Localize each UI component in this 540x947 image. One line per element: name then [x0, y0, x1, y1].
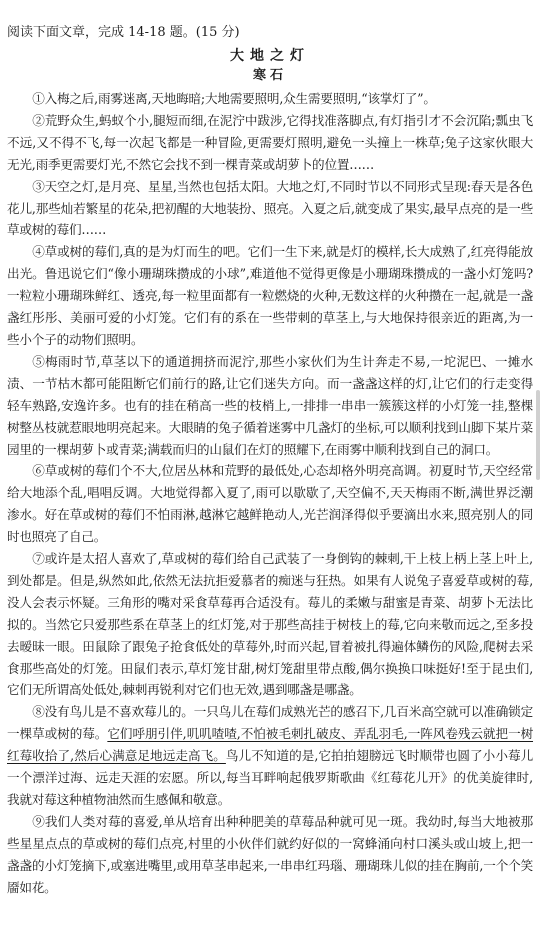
paragraph-8 — [7, 701, 533, 811]
question-intro: 阅读下面文章，完成 14-18 题。(15 分) — [7, 25, 240, 40]
paragraph-5: ⑤梅雨时节,草茎以下的通道拥挤而泥泞,那些小家伙们为生计奔走不易,一坨泥巴、一摊水渍、一节枯木都可能阻断它们前行的路,让它们迷失方向。而一盏盏这样的灯,让它们的行走变得轻车熟路,安逸许多。也有的挂在稍高一些的枝梢上,一排排一串串一簇簇这样的小灯笼一挂,整棵树整丛枝就惹眼地明亮起来。大眼睛的兔子循着迷雾中几盏灯的坐标,可以顺利找到山脚下某片菜园里的一棵胡萝卜或青菜;满载而归的山鼠们在灯的照耀下,在雨雾中顺利找到自己的洞口。 — [7, 353, 533, 457]
article-author: 寒石 — [252, 68, 287, 83]
paragraph-2: ②荒野众生,蚂蚁个小,腿短而细,在泥泞中跋涉,它得找准落脚点,有灯指引才不会沉陷;瓢虫飞不远,又不得不飞,每一次起飞都是一种冒险,更需要灯照明,避免一头撞上一株草;兔子这家伙眼大无光,雨季更需要灯光,不然它会找不到一棵青菜或胡萝卜的位置…… — [7, 112, 533, 172]
paragraph-4: ④草或树的莓们,真的是为灯而生的吧。它们一生下来,就是灯的模样,长大成熟了,红亮得能放出光。鲁迅说它们“像小珊瑚珠攒成的小球”,难道他不觉得更像是小珊瑚珠攒成的一盏小灯笼吗?一粒粒小珊瑚珠鲜红、透亮,每一粒里面都有一粒燃烧的火种,无数这样的火种攒在一起,就是一盏盏红彤彤、美丽可爱的小灯笼。它们有的系在一些带刺的草茎上,与大地保持很亲近的距离,为一些小个子的动物们照明。 — [7, 244, 533, 347]
paragraph-1: ①入梅之后,雨雾迷离,天地晦暗;大地需要照明,众生需要照明,“该掌灯了”。 — [32, 91, 436, 106]
paragraph-6: ⑥草或树的莓们个不大,位居丛林和荒野的最低处,心态却格外明亮高调。初夏时节,天空经常给大地添个乱,唱唱反调。大地觉得都入夏了,雨可以歇歇了,天空偏不,天天梅雨不断,满世界泛潮渗水。好在草或树的莓们不怕雨淋,越淋它越鲜艳动人,光芒润泽得似乎要滴出水来,照亮别人的同时也照亮了自己。 — [7, 463, 533, 545]
paragraph-7: ⑦或许是太招人喜欢了,草或树的莓们给自己武装了一身倒钩的棘刺,干上枝上柄上茎上叶上,到处都是。但是,纵然如此,依然无法抗拒爱慕者的痴迷与狂热。如果有人说兔子喜爱草或树的莓,没人会表示怀疑。三角形的嘴对采食草莓再合适没有。莓儿的柔嫩与甜蜜是青菜、胡萝卜无法比拟的。当然它只爱那些系在草茎上的红灯笼,对于那些高挂于树枝上的莓,它向来敬而远之,至多投去暧昧一眼。田鼠除了跟兔子抢食低处的草莓外,时而兴起,冒着被扎得遍体鳞伤的风险,爬树去采食那些高处的灯笼。田鼠们表示,草灯笼甘甜,树灯笼甜里带点酸,偶尔换换口味挺好!至于昆虫们,它们无所谓高处低处,棘刺再锐利对它们也无效,遇到哪盏是哪盏。 — [7, 551, 533, 698]
scrollbar[interactable] — [536, 390, 540, 480]
paragraph-8-lead: ⑧没有鸟儿是不喜欢莓儿的。一只鸟儿在莓们成熟光芒的感召下,几百米高空就可以准确锁定一棵草或树的莓。 — [7, 704, 533, 742]
paragraph-9: ⑨我们人类对莓的喜爱,单从培育出种种肥美的草莓品种就可见一斑。我幼时,每当大地被那些星星点点的草或树的莓们点亮,村里的小伙伴们就约好似的一窝蜂涌向村口溪头或山坡上,把一盏盏的小灯笼摘下,或塞进嘴里,或用草茎串起来,一串串红玛瑙、珊瑚珠儿似的挂在胸前,一个个笑靥如花。 — [7, 813, 533, 895]
article-title: 大地之灯 — [230, 48, 310, 64]
underlined-sentence: 它们呼朋引伴,叽叽喳喳,不怕被毛刺扎破皮、弄乱羽毛,一阵风卷残云就把一树红莓收拾了,然后心满意足地远走高飞。 — [7, 726, 534, 764]
paragraph-3: ③天空之灯,是月亮、星星,当然也包括太阳。大地之灯,不同时节以不同形式呈现:春天是各色花儿,那些灿若繁星的花朵,把初醒的大地装扮、照亮。入夏之后,就变成了果实,最早点亮的是一些草或树的莓们…… — [7, 178, 533, 238]
paragraph-8-tail: 鸟儿不知道的是,它拍拍翅膀远飞时顺带也圆了小小莓儿一个漂洋过海、远走天涯的宏愿。所以,每当耳畔响起俄罗斯歌曲《红莓花儿开》的优美旋律时,我就对莓这种植物油然而生感佩和敬意。 — [7, 748, 533, 807]
